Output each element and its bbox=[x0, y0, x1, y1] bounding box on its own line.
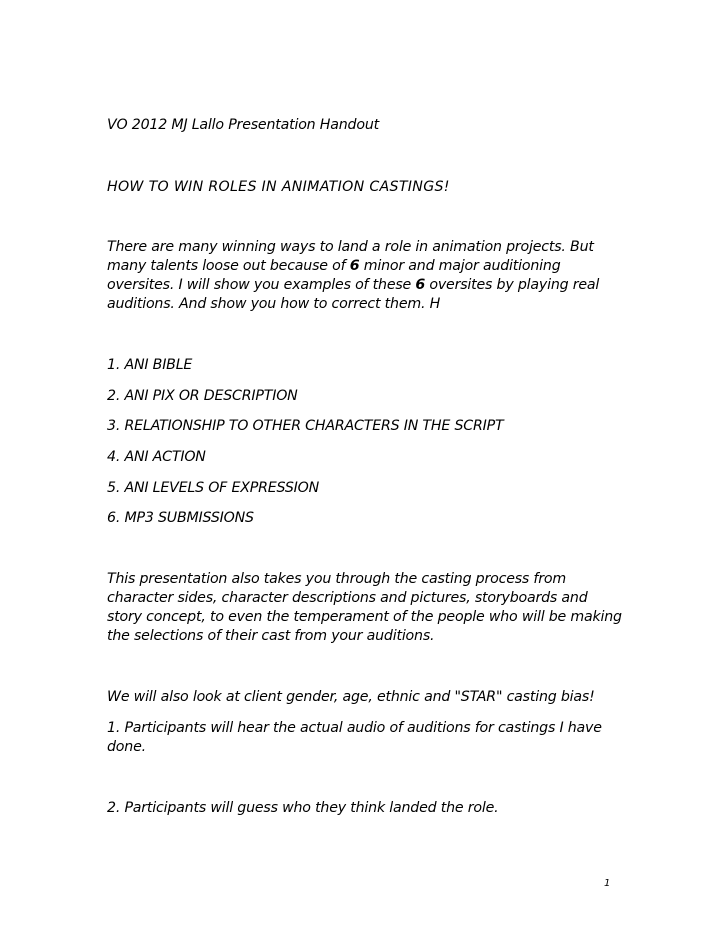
presentation-line-2: character sides, character descriptions and pictures, storyboards and bbox=[107, 590, 588, 606]
list-item: 1. ANI BIBLE bbox=[107, 357, 193, 373]
handout-header: VO 2012 MJ Lallo Presentation Handout bbox=[107, 117, 379, 133]
intro-line-3-a: oversites. I will show you examples of these bbox=[107, 277, 416, 293]
list-item: 2. ANI PIX OR DESCRIPTION bbox=[107, 388, 298, 404]
list-item: 6. MP3 SUBMISSIONS bbox=[107, 510, 254, 526]
presentation-line-1: This presentation also takes you through the casting process from bbox=[107, 571, 566, 587]
page-title: HOW TO WIN ROLES IN ANIMATION CASTINGS! bbox=[107, 179, 450, 195]
intro-number-six-2: 6 bbox=[415, 277, 426, 293]
intro-number-six-1: 6 bbox=[349, 258, 360, 274]
list-item: 4. ANI ACTION bbox=[107, 449, 206, 465]
list-item: 5. ANI LEVELS OF EXPRESSION bbox=[107, 480, 319, 496]
point-1-line-1: 1. Participants will hear the actual audio of auditions for castings I have bbox=[107, 720, 602, 736]
intro-line-2-b: minor and major auditioning bbox=[359, 258, 561, 274]
presentation-line-3: story concept, to even the temperament of the people who will be making bbox=[107, 609, 622, 625]
intro-line-1: There are many winning ways to land a role in animation projects. But bbox=[107, 239, 594, 255]
intro-line-2-a: many talents loose out because of bbox=[107, 258, 350, 274]
intro-line-4: auditions. And show you how to correct them. H bbox=[107, 296, 441, 312]
intro-line-3 bbox=[107, 276, 599, 295]
list-item: 3. RELATIONSHIP TO OTHER CHARACTERS IN THE SCRIPT bbox=[107, 418, 504, 434]
page-number: 1 bbox=[604, 878, 611, 889]
intro-line-3-b: oversites by playing real bbox=[425, 277, 600, 293]
participant-point-2: 2. Participants will guess who they think landed the role. bbox=[107, 800, 499, 816]
presentation-line-4: the selections of their cast from your auditions. bbox=[107, 628, 435, 644]
casting-bias-line: We will also look at client gender, age, ethnic and "STAR" casting bias! bbox=[107, 689, 595, 705]
intro-line-2 bbox=[107, 257, 561, 276]
point-1-line-2: done. bbox=[107, 739, 146, 755]
